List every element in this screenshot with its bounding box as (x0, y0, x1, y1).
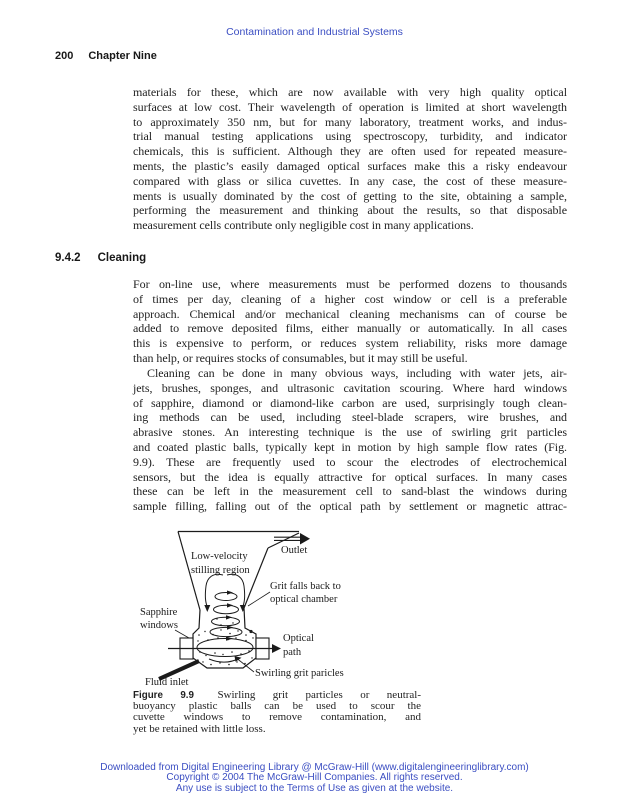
running-head: Contamination and Industrial Systems (226, 26, 403, 38)
text-line: abrasive stones. An interesting technique is the use of swirling grit particles (133, 425, 567, 440)
grit-fall-left-arrowhead (204, 605, 210, 612)
label-grit-falls-back: Grit falls back to (270, 581, 341, 592)
text-line: ments is usually dominated by the cost of getting to the site, obtaining a sample, (133, 188, 567, 203)
text-line: sensors, but the idea is equally attractive for optical surfaces. In many cases (133, 469, 567, 484)
caption-line: buoyancy plastic balls can be used to scour the (133, 700, 421, 713)
text-line: trial manual testing applications using spectroscopy, turbidity, and indicator (133, 129, 567, 144)
text-line: chemicals, this is sufficient. Although they are often used for repeated measure- (133, 144, 567, 159)
footer-line: Downloaded from Digital Engineering Library @ McGraw-Hill (www.digitalengineeringlibrary.com) (100, 762, 529, 773)
text-line: than help, or requires stocks of consumables, but it may still be useful. (133, 350, 468, 365)
sapphire-label-leader (175, 630, 189, 638)
text-line: surfaces at low cost. Their wavelength of operation is limited at short wavelength (133, 99, 567, 114)
label-outlet: Outlet (281, 545, 308, 556)
folio-row (55, 50, 157, 62)
chamber-lower-swirl (209, 659, 239, 663)
paragraph-3 (133, 366, 567, 514)
label-swirling-grit: Swirling grit paricles (255, 668, 344, 679)
label-grit-falls-back: optical chamber (270, 594, 338, 605)
caption-text: Swirling grit particles or neutral- (217, 689, 422, 701)
section-title: Cleaning (97, 252, 147, 264)
label-stilling-region: Low-velocity (191, 551, 248, 562)
text-line: this is expensive to perform, or reduces system reliability, risks more damage (133, 336, 567, 351)
text-line: of sapphire, diamond or diamond-like carbon are used, surprisingly tough clean- (133, 395, 567, 410)
grit-fall-right-arrowhead (240, 605, 246, 612)
label-stilling-region: stilling region (191, 565, 250, 576)
figure-9-9-diagram (133, 528, 433, 692)
text-line: jets, brushes, sponges, and ultrasonic cavitation scouring. Where hard windows (133, 380, 567, 395)
swirl-ellipse (212, 617, 240, 625)
figure-caption (133, 690, 421, 735)
footer-line: Any use is subject to the Terms of Use as given at the website. (175, 782, 454, 794)
text-line: these can be left in the measurement cell to sand-blast the windows during (133, 484, 567, 499)
text-line: of times per day, cleaning of a higher cost window or cell is a preferable (133, 291, 567, 306)
funnel-right-slope (244, 548, 268, 608)
text-line: sample filling, falling out of the optical path by settlement or magnetic attrac- (133, 499, 567, 514)
caption-line: yet be retained with little loss. (133, 722, 266, 735)
caption-line: cuvette windows to remove contamination, and (133, 711, 421, 724)
swirl-arrowhead (227, 625, 233, 629)
text-line: added to remove deposited films, either manually or automatically. In all cases (133, 321, 567, 336)
paragraph-2 (133, 277, 567, 366)
text-line: compared with glass or silica cuvettes. In any case, the cost of these measure- (133, 173, 567, 188)
swirl-arrowhead (226, 615, 232, 619)
text-line: measurement cells contribute only negligible cost in many applications. (133, 218, 474, 233)
chamber-swirl-arrowhead (226, 637, 233, 641)
swirl-ellipse (210, 627, 242, 636)
grit-label-leader (248, 592, 270, 606)
text-line: approach. Chemical and/or mechanical cleaning mechanisms can of course be (133, 306, 567, 321)
label-optical-path: Optical (283, 633, 314, 644)
text-line: ing methods can be used, including steel-blade scrapers, wire brushes, and (133, 410, 567, 425)
paragraph-1 (133, 85, 567, 233)
optical-path-arrowhead (272, 644, 281, 653)
label-fluid-inlet: Fluid inlet (145, 677, 189, 688)
swirling-label-leader (235, 657, 254, 672)
label-optical-path: path (283, 647, 302, 658)
text-line: and coated plastic balls, typically kept in motion by high sample flow rates (Fig. (133, 439, 567, 454)
chamber-swirl-ellipse (197, 639, 253, 657)
text-line: to approximately 350 nm, but for many laboratory, treatment works, and indus- (133, 114, 567, 129)
grit-fall-right-arrow (227, 574, 245, 606)
download-notice (0, 763, 629, 794)
text-line: For on-line use, where measurements must be performed dozens to thousands (133, 277, 567, 291)
swirl-ellipse (214, 605, 239, 613)
text-line: materials for these, which are now available with very high quality optical (133, 85, 567, 99)
swirl-arrowhead (227, 603, 233, 607)
outlet-arrowhead (300, 533, 310, 545)
chapter-title: Chapter Nine (88, 50, 157, 62)
text-line: 9.9). These are frequently used to scour the electrodes of electrochemical (133, 454, 567, 469)
label-sapphire-windows: windows (140, 620, 178, 631)
page-number: 200 (55, 50, 74, 62)
grit-fall-left-arrow (205, 574, 223, 606)
text-line: ments, the plastic’s easily damaged optical surfaces make this a risky endeavour (133, 158, 567, 173)
swirl-ellipse (215, 593, 237, 601)
section-heading (55, 252, 146, 264)
text-line: performing the measurement and thinking about the results, so that disposable (133, 203, 567, 218)
footer-line: Copyright © 2004 The McGraw-Hill Companies. All rights reserved. (166, 772, 463, 784)
text-line: Cleaning can be done in many obvious ways, including with water jets, air- (147, 366, 567, 380)
figure-caption-label: Figure 9.9 (133, 690, 194, 701)
label-sapphire-windows: Sapphire (140, 607, 178, 618)
swirl-arrowhead (227, 591, 233, 595)
section-number: 9.4.2 (55, 252, 81, 264)
